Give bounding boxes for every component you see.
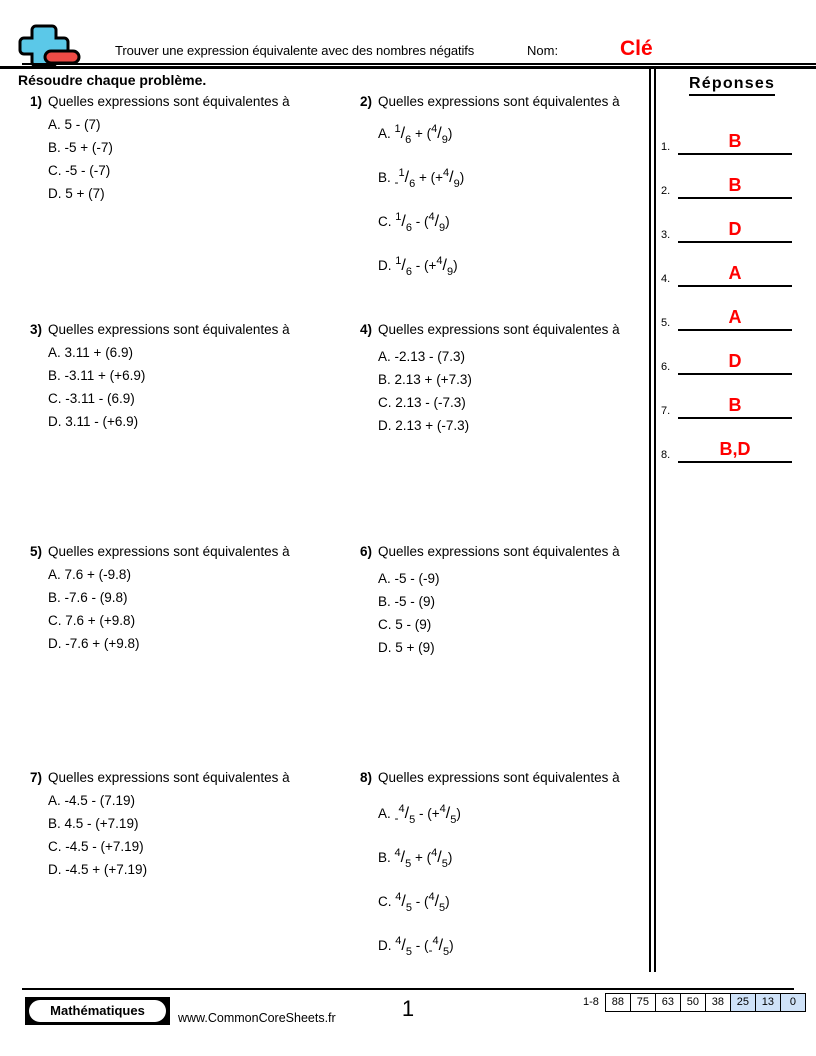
- choice-label: C.: [48, 163, 62, 178]
- answer-row-4: [656, 243, 816, 287]
- scale-cell: 38: [706, 994, 731, 1011]
- choice-expression: -3.11 - (6.9): [65, 391, 135, 406]
- choice-d[interactable]: [378, 414, 644, 437]
- choice-expression: $^4/_5 - (^4/_5)$: [395, 891, 450, 914]
- answer-index: 7.: [661, 405, 671, 417]
- choice-expression: 5 + (7): [65, 186, 105, 201]
- choice-c[interactable]: [378, 613, 644, 636]
- answer-index: 6.: [661, 361, 671, 373]
- choice-list: [378, 113, 644, 289]
- choice-label: A.: [378, 126, 391, 141]
- choice-expression: -3.11 + (+6.9): [64, 368, 146, 383]
- choice-d[interactable]: [48, 410, 348, 433]
- question-number: 5): [29, 544, 42, 559]
- choice-c[interactable]: [48, 835, 348, 858]
- choice-label: D.: [48, 636, 62, 651]
- choice-label: A.: [378, 349, 391, 364]
- question-4: [348, 320, 644, 437]
- choice-a[interactable]: [48, 563, 348, 586]
- choice-label: A.: [48, 117, 61, 132]
- scale-cell: 75: [631, 994, 656, 1011]
- answer-value: B: [728, 395, 742, 415]
- scale-cell: 88: [606, 994, 631, 1011]
- divider-bar-left: [649, 69, 651, 972]
- choice-label: D.: [378, 640, 392, 655]
- page-number: 1: [401, 996, 415, 1021]
- choice-b[interactable]: [48, 364, 348, 387]
- choice-expression: 5 + (9): [395, 640, 435, 655]
- choice-expression: 3.11 + (6.9): [64, 345, 133, 360]
- choice-expression: -5 - (-9): [394, 571, 440, 586]
- choice-label: D.: [378, 938, 392, 953]
- answer-index: 1.: [661, 141, 671, 153]
- choice-label: B.: [48, 368, 61, 383]
- question-prompt: Quelles expressions sont équivalentes à: [48, 94, 290, 109]
- choice-label: B.: [48, 816, 61, 831]
- choice-label: D.: [48, 414, 62, 429]
- page-header: [0, 0, 816, 68]
- question-1: [18, 92, 348, 205]
- choice-label: D.: [48, 186, 62, 201]
- choice-list: [48, 789, 348, 881]
- choice-label: D.: [48, 862, 62, 877]
- answer-row-5: [656, 287, 816, 331]
- question-row: [0, 320, 649, 542]
- question-prompt: Quelles expressions sont équivalentes à: [48, 322, 290, 337]
- choice-d[interactable]: [48, 182, 348, 205]
- choice-expression: $^1/_6 + (^4/_9)$: [394, 123, 453, 146]
- header-rule-left: [22, 63, 116, 65]
- answer-value: D: [728, 219, 742, 239]
- choice-expression: 2.13 + (-7.3): [395, 418, 470, 433]
- question-row: [0, 542, 649, 768]
- choice-expression: $-^1/_6 + (+^4/_9)$: [394, 167, 465, 190]
- instructions-text: Résoudre chaque problème.: [18, 72, 207, 88]
- choice-expression: -5 - (-7): [65, 163, 111, 178]
- choice-label: B.: [378, 170, 391, 185]
- question-row: [0, 92, 649, 320]
- choice-a[interactable]: [378, 567, 644, 590]
- choice-d[interactable]: [48, 632, 348, 655]
- choice-label: C.: [378, 894, 392, 909]
- choice-b[interactable]: [48, 136, 348, 159]
- choice-label: A.: [48, 793, 61, 808]
- question-number: 2): [359, 94, 372, 109]
- choice-list: [378, 793, 644, 969]
- choice-expression: $^4/_5 + (^4/_5)$: [394, 847, 453, 870]
- answer-line[interactable]: [678, 461, 792, 463]
- choice-label: D.: [378, 418, 392, 433]
- question-8: [348, 768, 644, 969]
- answers-title: Réponses: [689, 75, 775, 96]
- scale-cell: 63: [656, 994, 681, 1011]
- answer-value: B: [728, 175, 742, 195]
- question-number: 4): [359, 322, 372, 337]
- scale-cell: 25: [731, 994, 756, 1011]
- grading-scale: [583, 993, 806, 1012]
- question-prompt: Quelles expressions sont équivalentes à: [48, 544, 290, 559]
- choice-a[interactable]: [48, 113, 348, 136]
- choice-b[interactable]: [378, 837, 644, 881]
- header-rule-right: [110, 63, 816, 65]
- scale-cell: 50: [681, 994, 706, 1011]
- answer-value: D: [728, 351, 742, 371]
- scale-cell: 0: [781, 994, 805, 1011]
- choice-expression: $-^4/_5 - (+^4/_5)$: [394, 803, 461, 826]
- question-number: 6): [359, 544, 372, 559]
- choice-d[interactable]: [378, 245, 644, 289]
- question-3: [18, 320, 348, 433]
- question-prompt: Quelles expressions sont équivalentes à: [48, 770, 290, 785]
- choice-label: B.: [378, 850, 391, 865]
- choice-a[interactable]: [48, 789, 348, 812]
- answer-row-2: [656, 155, 816, 199]
- choice-label: D.: [378, 258, 392, 273]
- choice-expression: -7.6 + (+9.8): [65, 636, 140, 651]
- questions-area: [0, 92, 649, 968]
- question-prompt: Quelles expressions sont équivalentes à: [378, 322, 620, 337]
- choice-label: C.: [378, 617, 392, 632]
- choice-expression: 4.5 - (+7.19): [64, 816, 139, 831]
- choice-a[interactable]: [48, 341, 348, 364]
- choice-d[interactable]: [48, 858, 348, 881]
- name-value: Clé: [620, 37, 653, 60]
- choice-label: A.: [378, 806, 391, 821]
- question-2: [348, 92, 644, 289]
- plus-minus-icon: [18, 20, 82, 68]
- choice-b[interactable]: [48, 586, 348, 609]
- answer-index: 3.: [661, 229, 671, 241]
- choice-c[interactable]: [378, 391, 644, 414]
- choice-expression: -4.5 + (+7.19): [65, 862, 148, 877]
- choice-expression: 5 - (9): [395, 617, 432, 632]
- footer-divider-rule: [22, 988, 794, 990]
- answer-row-8: [656, 419, 816, 463]
- choice-label: C.: [378, 395, 392, 410]
- answer-index: 5.: [661, 317, 671, 329]
- choice-a[interactable]: [378, 113, 644, 157]
- answer-row-6: [656, 331, 816, 375]
- choice-expression: 2.13 - (-7.3): [395, 395, 466, 410]
- choice-expression: 5 - (7): [64, 117, 101, 132]
- choice-c[interactable]: [378, 201, 644, 245]
- choice-b[interactable]: [48, 812, 348, 835]
- scale-cell: 13: [756, 994, 781, 1011]
- choice-label: B.: [48, 590, 61, 605]
- question-number: 3): [29, 322, 42, 337]
- answers-panel: [656, 69, 816, 972]
- choice-list: [48, 113, 348, 205]
- answer-row-1: [656, 111, 816, 155]
- choice-label: B.: [378, 372, 391, 387]
- choice-expression: 7.6 + (-9.8): [64, 567, 131, 582]
- choice-expression: 3.11 - (+6.9): [65, 414, 139, 429]
- choice-c[interactable]: [48, 159, 348, 182]
- choice-expression: -5 + (-7): [64, 140, 113, 155]
- answer-value: A: [728, 307, 742, 327]
- choice-label: B.: [378, 594, 391, 609]
- choice-a[interactable]: [378, 793, 644, 837]
- choice-expression: 7.6 + (+9.8): [65, 613, 136, 628]
- name-label: Nom:: [527, 43, 559, 58]
- answer-row-3: [656, 199, 816, 243]
- choice-d[interactable]: [378, 636, 644, 659]
- choice-label: A.: [48, 567, 61, 582]
- choice-list: [378, 345, 644, 437]
- choice-expression: -4.5 - (+7.19): [65, 839, 144, 854]
- question-number: 1): [29, 94, 42, 109]
- question-number: 7): [29, 770, 42, 785]
- page-title: Trouver une expression équivalente avec des nombres négatifs: [115, 43, 475, 58]
- choice-c[interactable]: [378, 881, 644, 925]
- answer-index: 2.: [661, 185, 671, 197]
- question-prompt: Quelles expressions sont équivalentes à: [378, 94, 620, 109]
- choice-list: [48, 563, 348, 655]
- answer-index: 8.: [661, 449, 671, 461]
- choice-d[interactable]: [378, 925, 644, 969]
- brand-label: Mathématiques: [50, 1003, 145, 1018]
- choice-label: C.: [48, 839, 62, 854]
- choice-a[interactable]: [378, 345, 644, 368]
- answer-index: 4.: [661, 273, 671, 285]
- question-5: [18, 542, 348, 655]
- choice-label: B.: [48, 140, 61, 155]
- choice-expression: $^4/_5 - (-^4/_5)$: [395, 935, 454, 958]
- question-6: [348, 542, 644, 659]
- choice-b[interactable]: [378, 590, 644, 613]
- choice-expression: $^1/_6 - (^4/_9)$: [395, 211, 450, 234]
- choice-expression: 2.13 + (+7.3): [394, 372, 472, 387]
- scale-range-label: 1-8: [583, 996, 599, 1008]
- choice-expression: $^1/_6 - (+^4/_9)$: [395, 255, 458, 278]
- choice-label: C.: [48, 391, 62, 406]
- choice-label: C.: [378, 214, 392, 229]
- choice-list: [378, 567, 644, 659]
- choice-label: A.: [48, 345, 61, 360]
- choice-c[interactable]: [48, 609, 348, 632]
- question-row: [0, 768, 649, 968]
- question-prompt: Quelles expressions sont équivalentes à: [378, 544, 620, 559]
- question-prompt: Quelles expressions sont équivalentes à: [378, 770, 620, 785]
- question-number: 8): [359, 770, 372, 785]
- choice-b[interactable]: [378, 368, 644, 391]
- choice-label: C.: [48, 613, 62, 628]
- answer-value: B: [728, 131, 742, 151]
- site-url: www.CommonCoreSheets.fr: [178, 1011, 336, 1025]
- choice-c[interactable]: [48, 387, 348, 410]
- choice-list: [48, 341, 348, 433]
- choice-expression: -2.13 - (7.3): [394, 349, 466, 364]
- column-divider: [649, 69, 656, 972]
- answer-row-7: [656, 375, 816, 419]
- scale-cells: [605, 993, 806, 1012]
- choice-expression: -7.6 - (9.8): [64, 590, 128, 605]
- choice-expression: -5 - (9): [394, 594, 436, 609]
- answer-value: B,D: [719, 439, 751, 459]
- choice-label: A.: [378, 571, 391, 586]
- choice-expression: -4.5 - (7.19): [64, 793, 136, 808]
- question-7: [18, 768, 348, 881]
- choice-b[interactable]: [378, 157, 644, 201]
- answer-value: A: [728, 263, 742, 283]
